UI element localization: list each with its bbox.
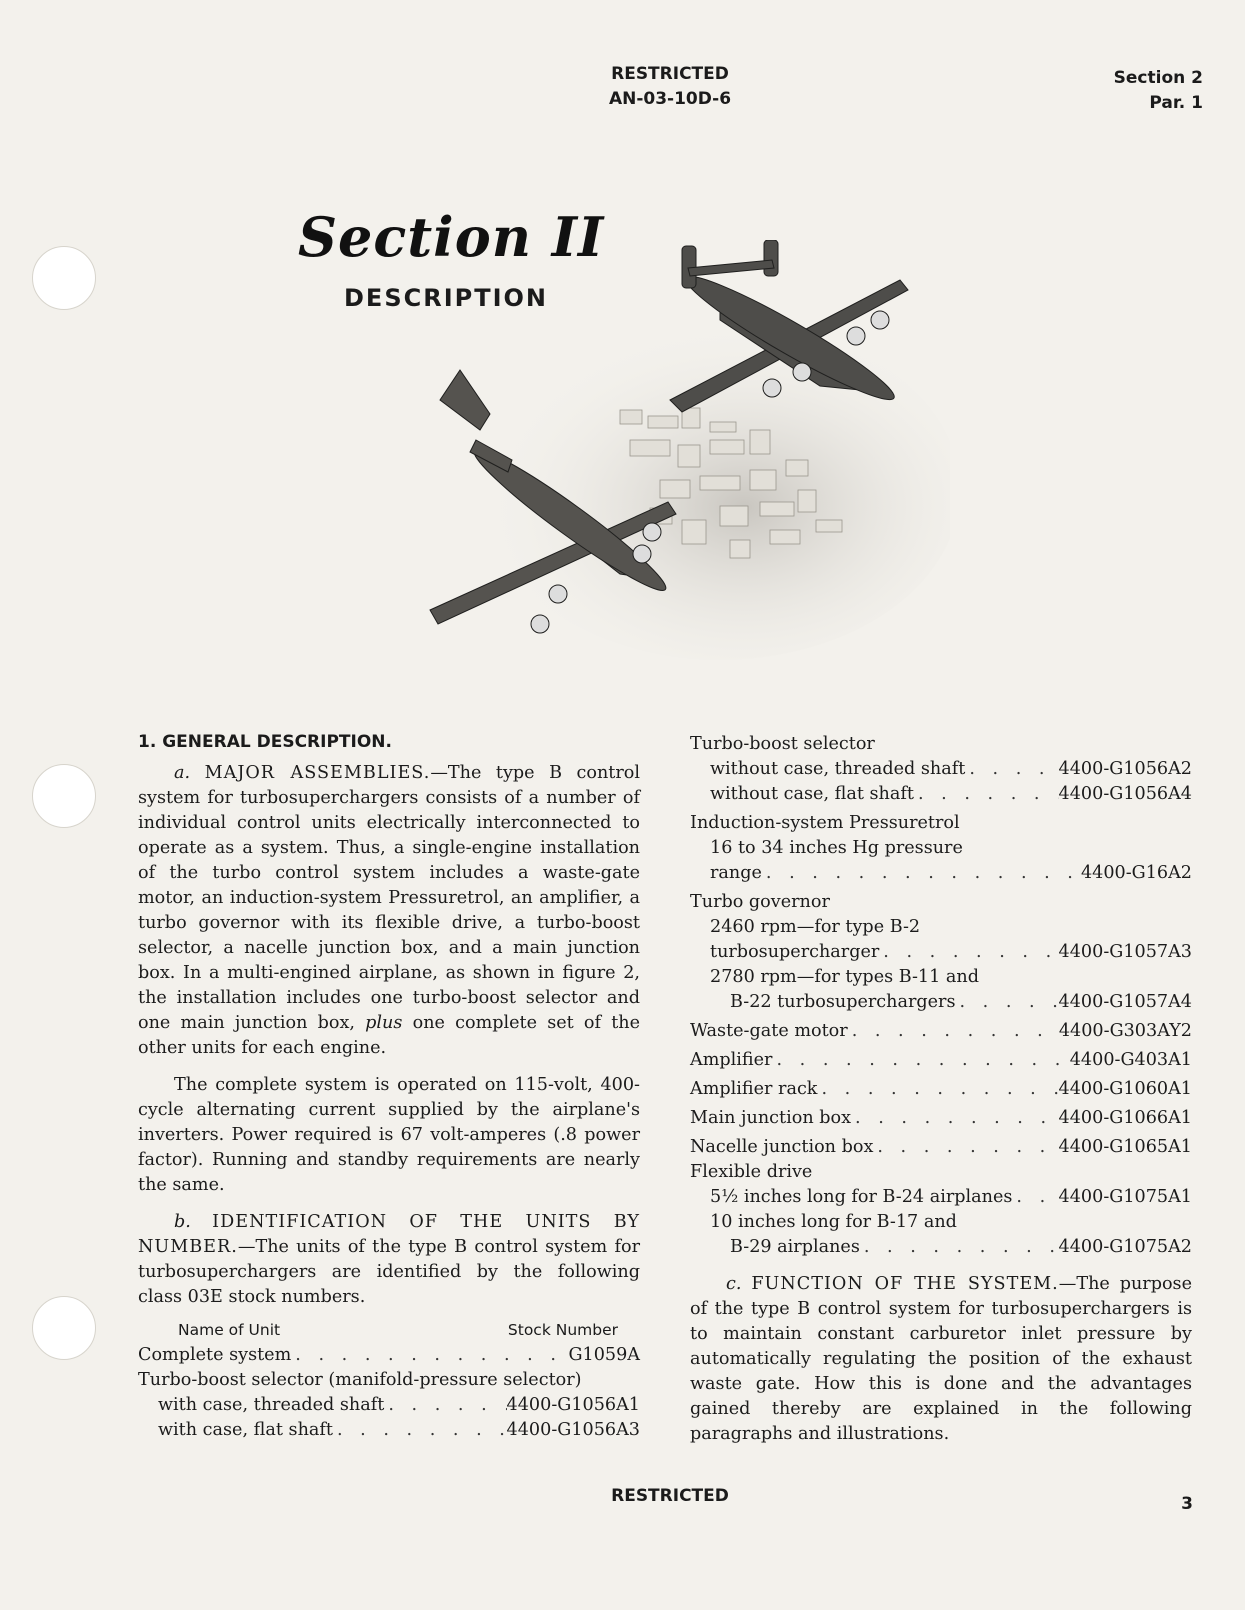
- page-header-center: [560, 62, 780, 112]
- col-stock-number: Stock Number: [507, 1321, 618, 1339]
- footer-classification: RESTRICTED: [611, 1486, 729, 1506]
- table-row: without case, threaded shaft . . . 4400-G1056A2: [690, 757, 1192, 782]
- stock-table-left: [138, 1343, 640, 1443]
- table-row: Waste-gate motor . . . 4400-G303AY2: [690, 1019, 1192, 1044]
- right-column: [690, 732, 1192, 1447]
- general-description-heading: 1. GENERAL DESCRIPTION.: [138, 732, 392, 752]
- para-letter-a: a.: [174, 763, 191, 783]
- major-assemblies-title: MAJOR ASSEMBLIES.: [204, 763, 431, 783]
- emphasis-plus: plus: [365, 1013, 403, 1033]
- major-assemblies-text-end: one complete set of the other units for each engine.: [138, 1013, 641, 1058]
- table-row: 5½ inches long for B-24 airplanes . . . 4400-G1075A1: [690, 1185, 1192, 1210]
- bombers-illustration: [420, 240, 950, 670]
- binder-hole: [32, 764, 96, 828]
- table-row: 2460 rpm—for type B-2: [710, 917, 921, 937]
- table-row: Induction-system Pressuretrol: [690, 813, 960, 833]
- function-title: FUNCTION OF THE SYSTEM.: [751, 1274, 1059, 1294]
- table-row: 16 to 34 inches Hg pressure: [710, 838, 963, 858]
- col-name-of-unit: Name of Unit: [178, 1321, 281, 1339]
- header-paragraph: Par. 1: [1149, 93, 1203, 113]
- power-paragraph: The complete system is operated on 115-volt, 400-cycle alternating current supplied by the airplane's inverters. Power required is 67 volt-amperes (.8 power factor). Running and standby requirements are nearly the same.: [138, 1075, 640, 1195]
- identification-text: —The units of the type B control system for turbosuperchargers are identified by the following class 03E stock numbers.: [138, 1237, 640, 1307]
- table-row: Turbo governor: [690, 892, 830, 912]
- table-row: Amplifier . . . 4400-G403A1: [690, 1048, 1192, 1073]
- table-row: Nacelle junction box . . . 4400-G1065A1: [690, 1135, 1192, 1160]
- function-paragraph: [690, 1272, 1192, 1447]
- major-assemblies-paragraph: [138, 761, 640, 1061]
- binder-hole: [32, 246, 96, 310]
- table-row: 2780 rpm—for types B-11 and: [710, 967, 979, 987]
- table-row: Flexible drive: [690, 1162, 813, 1182]
- table-row: range . . . 4400-G16A2: [690, 861, 1192, 886]
- table-row: 10 inches long for B-17 and: [710, 1212, 957, 1232]
- identification-title: IDENTIFICATION OF THE UNITS BY NUMBER.: [138, 1212, 640, 1257]
- page-number: 3: [1181, 1494, 1193, 1514]
- table-row: Main junction box . . . 4400-G1066A1: [690, 1106, 1192, 1131]
- header-classification: RESTRICTED: [611, 64, 729, 84]
- table-row: without case, flat shaft . . . 4400-G1056A4: [690, 782, 1192, 807]
- section-subtitle: DESCRIPTION: [344, 284, 549, 312]
- table-row: Turbo-boost selector (manifold-pressure selector): [138, 1370, 582, 1390]
- stock-table-header: [138, 1318, 640, 1343]
- para-letter-b: b.: [174, 1212, 191, 1232]
- para-letter-c: c.: [726, 1274, 742, 1294]
- page-header-right: [1114, 66, 1203, 116]
- left-column: [138, 730, 640, 1443]
- function-text: —The purpose of the type B control system for turbosuperchargers is to maintain constant carburetor inlet pressure by automatically regulating the position of the exhaust waste gate. How this is done and the advantages gained thereby are explained in the following paragraphs and illustrations.: [690, 1274, 1192, 1444]
- table-row: with case, threaded shaft . . . 4400-G1056A1: [138, 1393, 640, 1418]
- table-row: with case, flat shaft . . . 4400-G1056A3: [138, 1418, 640, 1443]
- major-assemblies-text: —The type B control system for turbosuperchargers consists of a number of individual control units electrically interconnected to operate as a system. Thus, a single-engine installation of the turbo control system includes a waste-gate motor, an induction-system Pressuretrol, an amplifier, a turbo governor with its flexible drive, a turbo-boost selector, a nacelle junction box, and a main junction box. In a multi-engined airplane, as shown in figure 2, the installation includes one turbo-boost selector and one main junction box,: [138, 763, 640, 1033]
- table-row: Turbo-boost selector: [690, 734, 875, 754]
- table-row: turbosupercharger . . . 4400-G1057A3: [690, 940, 1192, 965]
- header-doc-number: AN-03-10D-6: [608, 89, 732, 109]
- table-row: Complete system . . . G1059A: [138, 1343, 640, 1368]
- table-row: Amplifier rack . . . 4400-G1060A1: [690, 1077, 1192, 1102]
- table-row: B-22 turbosuperchargers . . . 4400-G1057A4: [690, 990, 1192, 1015]
- binder-hole: [32, 1296, 96, 1360]
- section-script-title: Section II: [298, 205, 605, 269]
- identification-paragraph: [138, 1210, 640, 1310]
- stock-table-right: [690, 732, 1192, 1260]
- table-row: B-29 airplanes . . . 4400-G1075A2: [690, 1235, 1192, 1260]
- header-section: Section 2: [1113, 68, 1203, 88]
